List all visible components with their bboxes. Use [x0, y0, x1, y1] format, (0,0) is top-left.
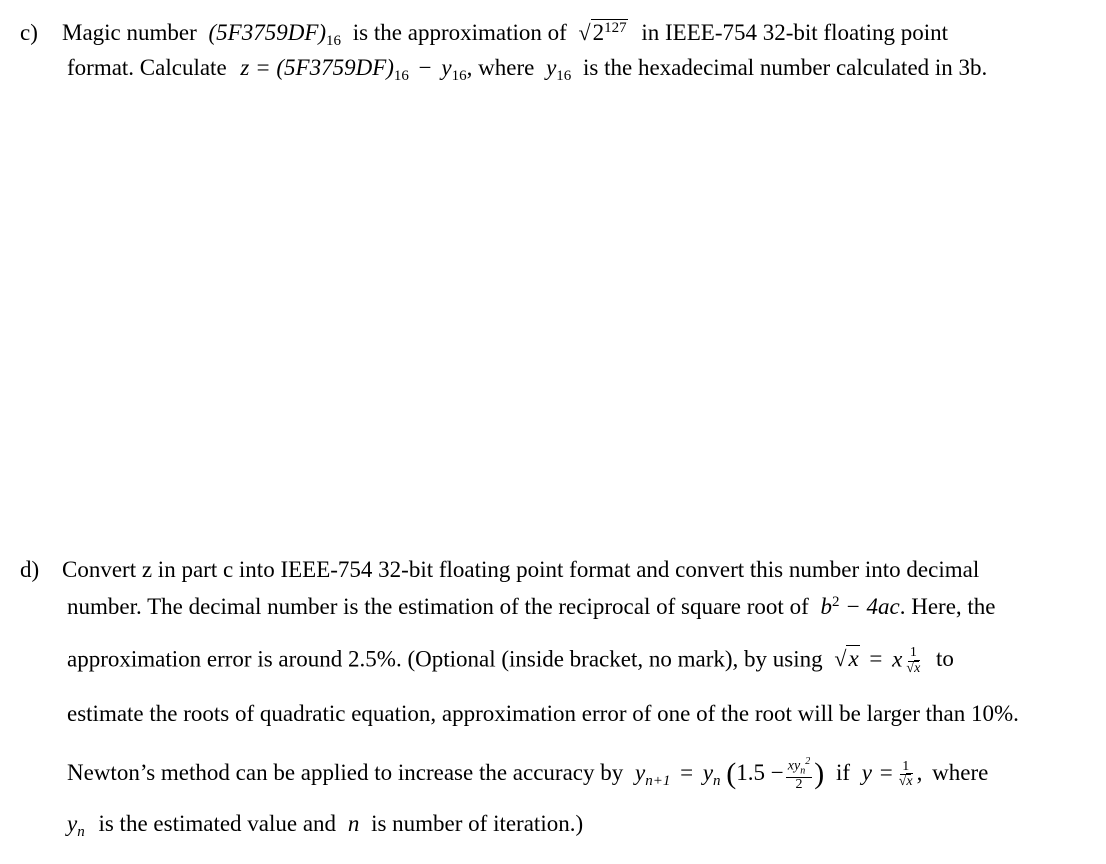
magic-number: $(5F3759DF)_{16}$: [208, 20, 342, 50]
magic-number: $(5F3759DF)_{16}$: [276, 55, 409, 85]
constant: 1.5 −: [736, 760, 784, 786]
y-n-plus-1: $y_{n+1}$: [635, 760, 671, 790]
part-d-line-6: [67, 811, 584, 841]
equals: =: [879, 760, 893, 786]
text: . Here, the: [899, 594, 996, 619]
text: approximation error is around 2.5%. (Optional (inside bracket, no mark), by using: [67, 646, 823, 672]
text: number. The decimal number is the estimation of the reciprocal of square root of: [67, 594, 809, 619]
n: n: [347, 811, 360, 836]
text: format. Calculate: [67, 55, 227, 80]
equals: =: [680, 760, 694, 786]
text: , where: [466, 55, 535, 80]
y-n: $y_n$: [67, 811, 85, 841]
part-c-label: c): [20, 20, 38, 45]
one-over-sqrt-x: $\frac{1}{√x}$: [906, 645, 921, 676]
y16: $y_{16}$: [441, 55, 467, 85]
discriminant: $b^2 - 4ac$: [820, 593, 900, 619]
text: where: [932, 760, 989, 786]
part-d-line-1: [20, 558, 979, 581]
y16: $y_{16}$: [546, 55, 572, 85]
text: is the estimated value and: [98, 811, 337, 836]
text: if: [835, 760, 851, 786]
right-paren: ): [814, 757, 825, 791]
part-d-line-2: [67, 595, 996, 618]
one-over-sqrt-x: $\frac{1}{√x}$: [898, 758, 913, 790]
equals: =: [869, 646, 883, 672]
comma: ,: [916, 760, 923, 786]
part-c-line-1: [20, 19, 948, 50]
y: y: [861, 760, 872, 786]
text: estimate the roots of quadratic equation, approximation error of one of the root will be larger than 10%.: [67, 701, 1019, 726]
text: Magic number: [62, 20, 197, 45]
y-n: $y_n$: [702, 760, 721, 790]
part-c-line-2: [67, 55, 988, 85]
text: is the hexadecimal number calculated in 3b.: [583, 55, 988, 80]
text: to: [936, 646, 954, 672]
part-d-label: d): [20, 557, 40, 582]
text: is the approximation of: [352, 20, 567, 45]
left-paren: (: [726, 757, 737, 791]
part-d-line-5: [67, 757, 988, 793]
sqrt-2-127: $√2^{127}$: [578, 19, 627, 45]
text: Newton’s method can be applied to increase the accuracy by: [67, 760, 624, 786]
newton-fraction: $\frac{xy_n^2}{2}$: [787, 756, 811, 792]
z-equals: z =: [240, 55, 271, 80]
text: Convert z in part c into IEEE-754 32-bit floating point format and convert this number into decimal: [62, 557, 980, 582]
text: is number of iteration.): [371, 811, 584, 836]
part-d-line-3: [67, 646, 954, 676]
sqrt-x: √x: [834, 646, 859, 672]
part-d-line-4: [67, 702, 1019, 725]
minus: −: [418, 55, 432, 80]
x: x: [892, 646, 903, 672]
text: in IEEE-754 32-bit floating point: [641, 20, 948, 45]
